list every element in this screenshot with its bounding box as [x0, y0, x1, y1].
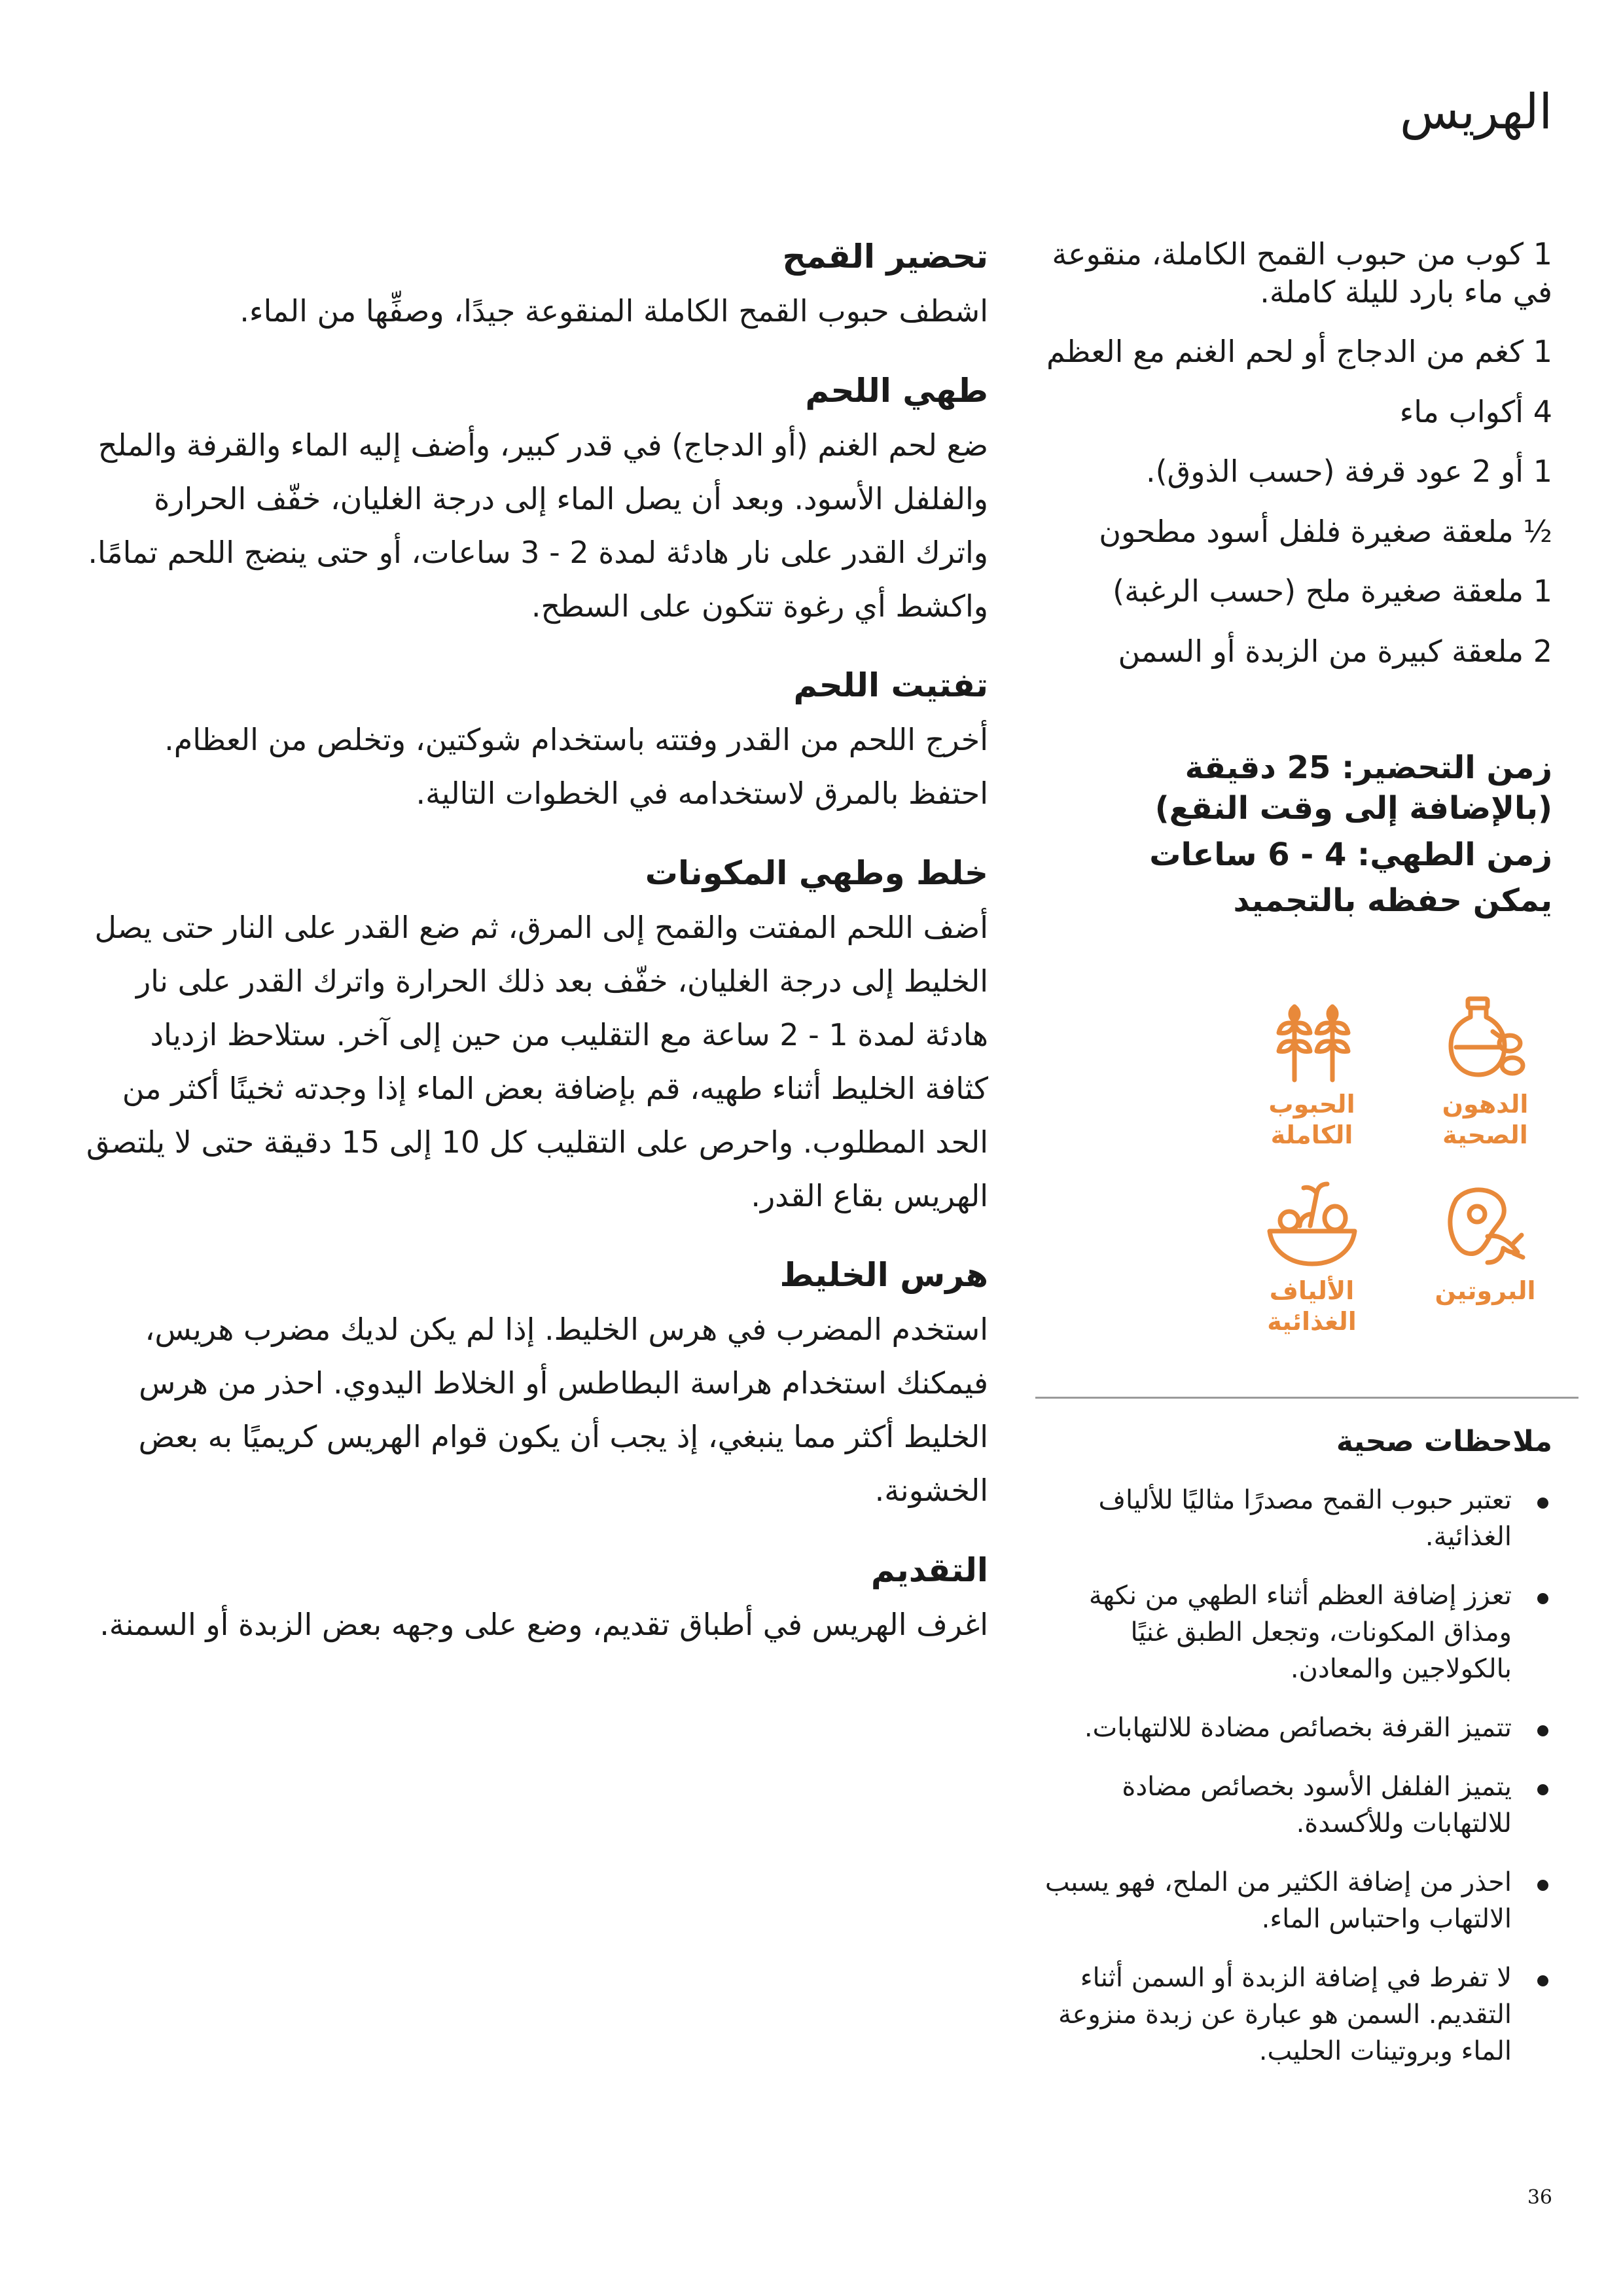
oil-jar-icon [1436, 994, 1535, 1085]
nutrition-badge-fats [1418, 994, 1552, 1151]
ingredient-item: 1 ملعقة صغيرة ملح (حسب الرغبة) [1113, 573, 1552, 609]
nutrition-badge-protein [1418, 1180, 1552, 1338]
step-section [79, 852, 988, 1223]
nutrition-label: الدهون الصحية [1442, 1089, 1529, 1150]
prep-time: زمن التحضير: 25 دقيقة (بالإضافة إلى وقت النقع) [1154, 749, 1552, 827]
health-note-item: تعزز إضافة العظم أثناء الطهي من نكهة ومذاق المكونات، وتجعل الطبق غنيًا بالكولاجين والمعادن. [1035, 1577, 1552, 1687]
step-section [79, 1549, 988, 1652]
nutrition-label: البروتين [1435, 1276, 1536, 1305]
step-text: اغرف الهريس في أطباق تقديم، وضع على وجهه بعض الزبدة أو السمنة. [99, 1606, 988, 1642]
page-number: 36 [1527, 2186, 1552, 2209]
nutrition-label: الألياف الغذائية [1267, 1276, 1357, 1336]
step-section [79, 1254, 988, 1518]
nutrition-badge-fiber [1245, 1180, 1379, 1338]
ingredient-item: ½ ملعقة صغيرة فلفل أسود مطحون [1099, 513, 1552, 549]
nutrition-badge-grains [1245, 994, 1379, 1151]
sidebar-column [1035, 236, 1552, 2092]
ingredient-item: 1 أو 2 عود قرفة (حسب الذوق). [1145, 454, 1552, 489]
step-section [79, 664, 988, 821]
ingredients-list [1035, 236, 1552, 670]
step-text: أضف اللحم المفتت والقمح إلى المرق، ثم ضع القدر على النار حتى يصل الخليط إلى درجة الغليان، خفّف بعد ذلك الحرارة واترك القدر على نار هادئة لمدة 1 - 2 ساعة مع التقليب من حين إلى آخر. ستلاحظ ازدياد كثافة الخليط أثناء طهيه، قم بإضافة بعض الماء إذا وجدته ثخينًا أكثر من الحد المطلوب. واحرص على التقليب كل 10 إلى 15 دقيقة حتى لا يلتصق الهريس بقاع القدر. [86, 910, 988, 1213]
step-heading: هرس الخليط [779, 1256, 988, 1295]
step-section [79, 236, 988, 338]
health-notes-list [1035, 1482, 1552, 2070]
step-section [79, 370, 988, 634]
nutrition-icons [1245, 994, 1552, 1338]
notes-heading: ملاحظات صحية [1336, 1424, 1552, 1458]
page-title: الهريس [1400, 84, 1552, 140]
wheat-icon [1263, 994, 1361, 1085]
ingredient-item: 1 كوب من حبوب القمح الكاملة، منقوعة في ماء بارد لليلة كاملة. [1052, 236, 1552, 310]
nutrition-label: الحبوب الكاملة [1268, 1089, 1355, 1150]
health-note-item: احذر من إضافة الكثير من الملح، فهو يسبب الالتهاب واحتباس الماء. [1035, 1864, 1552, 1937]
step-text: استخدم المضرب في هرس الخليط. إذا لم يكن لديك مضرب هريس، فيمكنك استخدام هراسة البطاطس أو الخلاط اليدوي. احذر من هرس الخليط أكثر مما ينبغي، إذ يجب أن يكون قوام الهريس كريميًا به بعض الخشونة. [138, 1312, 988, 1508]
health-note-item: تعتبر حبوب القمح مصدرًا مثاليًا للألياف الغذائية. [1035, 1482, 1552, 1555]
ingredient-item: 1 كغم من الدجاج أو لحم الغنم مع العظم [1046, 334, 1552, 369]
step-text: أخرج اللحم من القدر وفتته باستخدام شوكتين، وتخلص من العظام. احتفظ بالمرق لاستخدامه في الخطوات التالية. [164, 722, 988, 812]
protein-icon [1436, 1180, 1535, 1272]
timing-info [1035, 747, 1552, 922]
cook-time: زمن الطهي: 4 - 6 ساعات [1149, 836, 1552, 873]
step-heading: تفتيت اللحم [793, 666, 988, 705]
ingredient-item: 2 ملعقة كبيرة من الزبدة أو السمن [1118, 633, 1552, 669]
ingredient-item: 4 أكواب ماء [1399, 393, 1552, 429]
section-divider [1035, 1397, 1578, 1399]
step-heading: تحضير القمح [782, 238, 988, 276]
step-heading: خلط وطهي المكونات [645, 854, 988, 893]
step-heading: طهي اللحم [805, 371, 988, 410]
step-heading: التقديم [870, 1551, 988, 1589]
health-note-item: لا تفرط في إضافة الزبدة أو السمن أثناء التقديم. السمن هو عبارة عن زبدة منزوعة الماء وبروتينات الحليب. [1035, 1960, 1552, 2070]
health-note-item: تتميز القرفة بخصائص مضادة للالتهابات. [1035, 1710, 1552, 1746]
freeze-note: يمكن حفظه بالتجميد [1233, 882, 1552, 920]
health-note-item: يتميز الفلفل الأسود بخصائص مضادة للالتهابات وللأكسدة. [1035, 1768, 1552, 1842]
instructions-column [79, 236, 988, 1683]
step-text: ضع لحم الغنم (أو الدجاج) في قدر كبير، وأضف إليه الماء والقرفة والملح والفلفل الأسود. وبعد أن يصل الماء إلى درجة الغليان، خفّف الحرارة واترك القدر على نار هادئة لمدة 2 - 3 ساعات، أو حتى ينضج اللحم تمامًا. واكشط أي رغوة تتكون على السطح. [88, 427, 988, 624]
vegetable-bowl-icon [1263, 1180, 1361, 1272]
step-text: اشطف حبوب القمح الكاملة المنقوعة جيدًا، وصفِّها من الماء. [240, 293, 988, 329]
